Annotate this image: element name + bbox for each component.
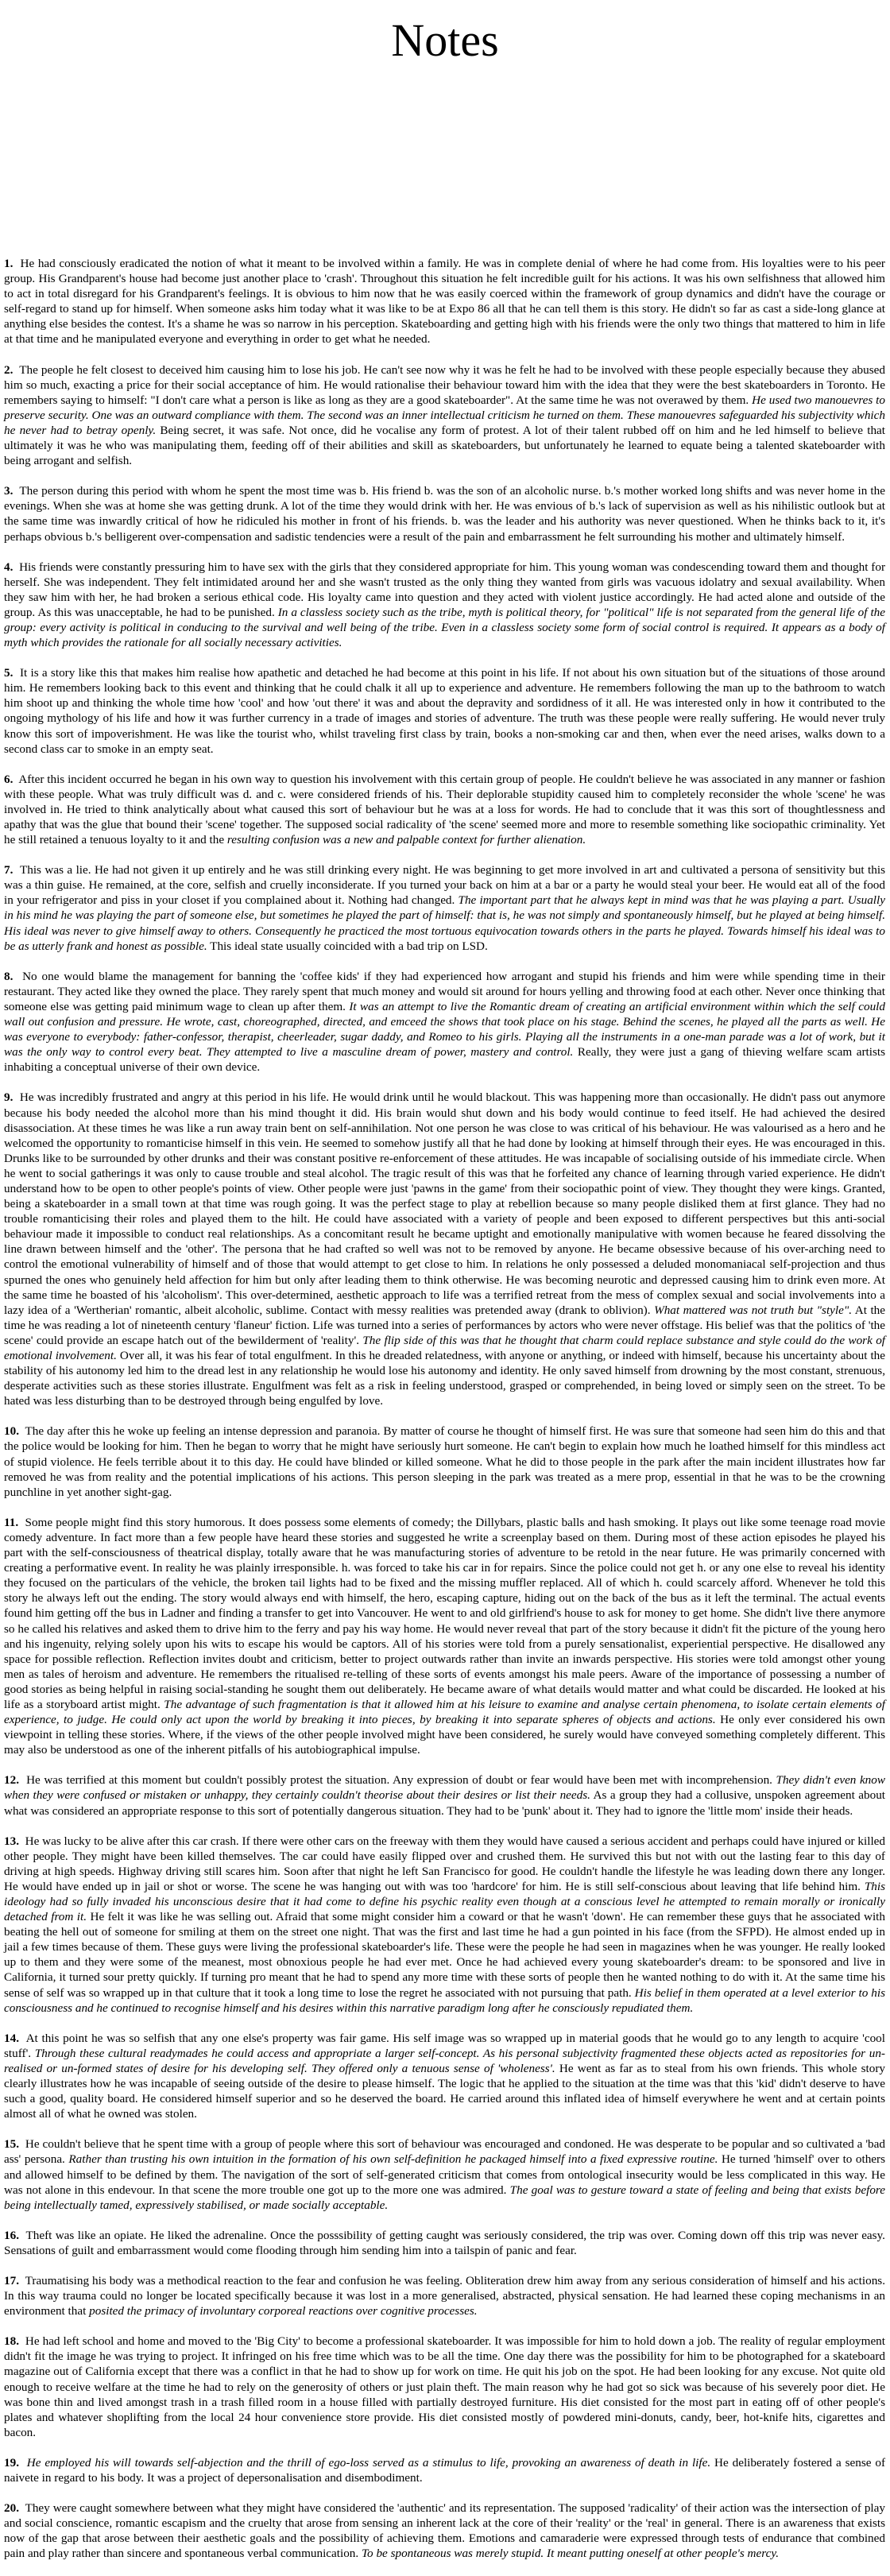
note-quote-italic: In a classless society such as the tribe, myth is political theory, for "political" life is not separated from the general life of the group: every activity is political in conducing to the survival and well being of the tribe. Even in a classless society some form of social control is required. It appears as a body of myth which provides the rationale for all socially necessary activities.	[4, 605, 885, 650]
note-number: 3.	[4, 484, 14, 498]
note-text: After this incident occurred he began in his own way to question his involvement with this certain group of people. He couldn't believe he was associated in any manner or fashion with these people. What was truly difficult was d. and c. were considered friends of his. Their deplorable stupidity caused him to completely reconsider the whole 'scene' he was involved in. He tried to think analytically about what caused this sort of behaviour but he was at a loss for words. He had to conclude that it was this sort of thoughtlessness and apathy that was the glue that bound their 'scene' together. The supposed social radicality of 'the scene' seemed more and more to resemble something like sociopathic criminality. Yet he still retained a tenuous loyalty to it and the	[4, 772, 885, 847]
note-text: He was terrified at this moment but couldn't possibly protest the situation. Any expression of doubt or fear would have been met with incomprehension.	[26, 1773, 776, 1788]
note-number: 13.	[4, 1834, 19, 1848]
note-quote-italic: The flip side of this was that he thought that charm could replace substance and style could do the work of emotional involvement.	[4, 1333, 886, 1362]
note-text: His friends were constantly pressuring him to have sex with the girls that they considered appropriate for him. This young woman was condescending toward them and thought for herself. She was independent. They felt intimidated around her and she wasn't trusted as the only thing they wanted from girls was vacuous idolatry and sexual availability. When they saw him with her, he had broken a serious ethical code. His loyalty came into question and they acted with violent justice accordingly. He had acted alone and outside of the group. As this was unacceptable, he had to be punished.	[4, 560, 885, 619]
note-text: He couldn't believe that he spent time with a group of people where this sort of behaviour was encouraged and condoned. He was desperate to be popular and so cultivated a 'bad ass' persona.	[4, 2137, 885, 2167]
note-quote-italic: The goal was to gesture toward a state of feeling and being that exists before being intellectually tamed, expressively stabilised, or made socially acceptable.	[4, 2183, 885, 2212]
note-number: 10.	[4, 1424, 19, 1439]
note-paragraph	[4, 862, 885, 954]
note-paragraph	[4, 483, 885, 544]
note-text: Really, they were just a gang of thieving welfare scam artists inhabiting a conceptual universe of their own device.	[4, 1045, 885, 1075]
note-quote-italic: His belief in them operated at a level exterior to his consciousness and he continued to recognise himself and his desires within this narrative paradigm long after he consciously repudiated them.	[4, 1985, 885, 2015]
note-quote-italic: Through these cultural readymades he could access and appropriate a larger self-concept. As his personal subjectivity fragmented these objects acted as repositories for un-realised or un-formed states of desire for his developing self. They offered only a tenuous sense of 'wholeness'.	[4, 2046, 885, 2075]
note-paragraph	[4, 256, 885, 347]
note-text: The day after this he woke up feeling an intense depression and paranoia. By matter of course he thought of himself first. He was sure that someone had seen him do this and that the police would be looking for him. Then he began to worry that he might have seriously hurt someone. He can't begin to explain how much he loathed himself for this mindless act of stupid violence. He feels terrible about it to this day. He could have blinded or killed someone. What he did to those people in the park after the main incident illustrates how far removed he was from reality and the potential implications of his actions. This person sleeping in the park was treated as a mere prop, essential in that he was to be the crowning punchline in yet another sight-gag.	[4, 1424, 885, 1499]
note-quote-italic: The advantage of such fragmentation is that it allowed him at his leisure to examine and analyse certain phenomena, to isolate certain elements of experience, to judge. He could only act upon the world by breaking it into pieces, by breaking it into separate spheres of objects and actions.	[4, 1697, 885, 1727]
note-text: This ideal state usually coincided with a bad trip on LSD.	[207, 939, 488, 953]
note-number: 4.	[4, 560, 14, 574]
note-text: This was a lie. He had not given it up entirely and he was still drinking every night. He was beginning to get more involved in art and cultivated a persona of sensitivity but this was a thin guise. He remained, at the core, selfish and cruelly inconsiderate. If you turned your back on him at a bar or a party he would steal your beer. He would eat all of the food in your refrigerator and piss in your closet if you complained about it. Nothing had changed.	[4, 863, 885, 908]
note-text: He was incredibly frustrated and angry at this period in his life. He would drink until he would blackout. This was happening more than occasionally. He didn't pass out anymore because his body needed the alcohol more than his mind thought it did. His brain would shut down and his body would continue to feed itself. He had achieved the desired disassociation. At these times he was like a run away train bent on self-annihilation. Not one person he was close to was critical of his behaviour. He was valourised as a hero and he welcomed the opportunity to romanticise himself in this vein. He seemed to somehow justify all that he had done by looking at himself through their eyes. He was encouraged in this. Drunks like to be surrounded by other drunks and their was constant positive re-enforcement of these attitudes. He was incapable of socialising outside of his immediate circle. When he went to social gatherings it was only to cause trouble and steal alcohol. The tragic result of this was that he forfeited any chance of learning through varied experience. He didn't understand how to be open to other people's points of view. Other people were just 'pawns in the game' from their sociopathic point of view. They thought they were kings. Granted, being a skateboarder in a small town at that time was rough going. It was the perfect stage to play at rebellion because so many people disliked them at first glance. They had no trouble romanticising their roles and played them to the hilt. He could have associated with a variety of people and been exposed to different perspectives but this anti-social behaviour made it impossible to conduct real relationships. As a concomitant result he became uptight and emotionally manipulative with women because he feared dissolving the line drawn between himself and the 'other'. The persona that he had crafted so well was not to be removed by anyone. He became obsessive because of his over-arching need to control the emotional vulnerability of himself and of those that would attempt to get close to him. In relations he only possessed a deluded monomaniacal self-projection and thus spurned the ones who genuinely held affection for him but only after leading them to think otherwise. He was becoming neurotic and depressed causing him to drink even more. At the same time he boasted of his 'alcoholism'. This over-determined, aesthetic approach to life was a terrified retreat from the mess of complex sexual and social involvements into a lazy idea of a 'Wertherian' romantic, albeit alcoholic, sublime. Contact with messy realities was pretended away (drank to oblivion).	[4, 1090, 885, 1317]
note-number: 19.	[4, 2455, 19, 2469]
note-quote-italic: What mattered was not truth but "style".	[654, 1303, 853, 1317]
note-quote-italic: He used two manouevres to preserve security. One was an outward compliance with them. The second was an inner intellectual criticism he turned on them. These manouevres safeguarded his subjectivity which he never had to betray openly.	[4, 393, 885, 437]
note-text: He was lucky to be alive after this car crash. If there were other cars on the freeway with them they would have caused a serious accident and perhaps could have injured or killed other people. They might have been killed themselves. The car could have easily flipped over and crushed them. He survived this but not with out the lasting fear to this day of driving at high speeds. Highway driving still scares him. Soon after that night he left San Francisco for good. He couldn't handle the lifestyle he was leading down there any longer. He would have ended up in jail or shot or worse. The scene he was hanging out with was too 'hardcore' for him. He is still self-conscious about leaving that life behind him.	[4, 1834, 886, 1893]
note-number: 8.	[4, 969, 14, 983]
note-text: At the time he was reading a lot of nineteenth century 'flaneur' fiction. Life was turned into a series of performances by actors who were never offstage. His belief was that the politics of 'the scene' could provide an escape hatch out of the bewilderment of 'reality'.	[4, 1303, 885, 1347]
note-quote-italic: To be spontaneous was merely stupid. It meant putting oneself at other people's mercy.	[362, 2547, 780, 2561]
note-text: The people he felt closest to deceived him causing him to lose his job. He can't see now why it was he felt he had to be involved with these people especially because they abused him so much, exacting a price for their social acceptance of him. He would rationalise their behaviour toward him with the idea that they were the best skateboarders in Toronto. He remembers saying to himself: "I don't care what a person is like as long as they are a good skateboarder". At the same time he was not overawed by them.	[4, 362, 885, 407]
note-text: Being secret, it was safe. Not once, did he vocalise any form of protest. A lot of their talent rubbed off on him and he led himself to believe that ultimately it was he who was manipulating them, feeding off of their abilities and skill as skateboarders, but unfortunately he learned to equate being a talented skateboarder with being arrogant and selfish.	[4, 423, 885, 468]
note-quote-italic: He employed his will towards self-abjection and the thrill of ego-loss served as a stimulus to life, provoking an awareness of death in life.	[26, 2455, 711, 2469]
note-number: 9.	[4, 1090, 14, 1105]
note-number: 16.	[4, 2228, 19, 2242]
note-text: He only ever considered his own viewpoint in telling these stories. Where, if the views of the other people involved might have been considered, he surely would have conveyed something completely different. This may also be understood as one of the inherent pitfalls of his autobiographical impulse.	[4, 1713, 885, 1757]
note-quote-italic: This ideology had so fully invaded his unconscious desire that it had come to define his psychic reality even though at a conscious level he attempted to remain morally or ironically detached from it.	[4, 1879, 885, 1924]
note-paragraph	[4, 772, 885, 847]
note-quote-italic: They didn't even know when they were confused or mistaken or unhappy, they certainly couldn't theorise about their desires or list their needs.	[4, 1773, 885, 1803]
note-paragraph	[4, 362, 885, 469]
note-text: As a group they had a collusive, unspoken agreement about what was considered an appropriate response to this sort of potentially dangerous situation. They had to be 'punk' about it. They had to ignore the 'little mom' inside their heads.	[4, 1788, 886, 1818]
note-number: 11.	[4, 1515, 19, 1529]
note-number: 2.	[4, 362, 14, 377]
note-text: Traumatising his body was a methodical reaction to the fear and confusion he was feeling. Obliteration drew him away from any serious consideration of himself and his actions. In this way trauma could no longer be located specifically because it was lost in a more generalised, abstracted, physical sensation. He had learned these coping mechanisms in an environment that	[4, 2273, 885, 2318]
note-text: He turned 'himself' over to others and allowed himself to be defined by them. The navigation of the sort of self-generated criticism that comes from ontological insecurity would be less complicated in this way. He was not alone in this endevour. In that scene the more trouble one got up to the more one was admired.	[4, 2152, 886, 2197]
note-paragraph	[4, 2455, 885, 2485]
note-paragraph	[4, 2031, 885, 2122]
note-text: Theft was like an opiate. He liked the adrenaline. Once the posssibility of getting caught was seriously considered, the trip was over. Coming down off this trip was never easy. Sensations of guilt and embarrassment would come flooding through him sending him into a tailspin of panic and fear.	[4, 2228, 885, 2257]
note-quote-italic: The important part that he always kept in mind was that he was playing a part. Usually in his mind he was playing the part of someone else, but sometimes he played the part of himself: that is, he was not simply and spontaneously himself, but he played at being himself. His ideal was never to give himself away to others. Consequently he practiced the most tortuous equivocation towards others in the parts he played. Towards himself his ideal was to be as utterly frank and honest as possible.	[4, 893, 885, 953]
note-paragraph	[4, 1834, 885, 2016]
notes-list	[0, 256, 890, 2561]
note-paragraph	[4, 2500, 885, 2561]
note-paragraph	[4, 560, 885, 651]
note-paragraph	[4, 2228, 885, 2258]
note-paragraph	[4, 2273, 885, 2318]
note-text: He went as far as to steal from his own friends. This whole story clearly illustrates how he was incapable of seeing outside of the desire to please himself. The logic that he applied to the situation at the time was that this 'kid' didn't deserve to have such a good, quality board. He considered himself superior and so he deserved the board. He carried around this inflated idea of himself everywhere he went and at certain points almost all of what he owned was stolen.	[4, 2061, 886, 2121]
note-text: He felt it was like he was selling out. Afraid that some might consider him a coward or that he wasn't 'down'. He can remember these guys that he associated with beating the hell out of someone for smiling at them on the street one night. That was the first and last time he had a gun pointed in his face (from the SFPD). He almost ended up in jail a few times because of them. These guys were living the professional skateboarder's life. These were the people he had seen in magazines when he was younger. He really looked up to them and they were some of the meanest, most obnoxious people he had ever met. Once he had achieved every young skateboarder's dream: to be sponsored and live in California, it turned sour pretty quickly. If turning pro meant that he had to spend any more time with these sorts of people then he wanted nothing to do with it. At the same time his sense of self was so wrapped up in that culture that it took a long time to lose the regret he associated with not pursuing that path.	[4, 1910, 885, 2000]
note-number: 1.	[4, 257, 14, 270]
page-title: Notes	[391, 14, 499, 66]
note-text: The person during this period with whom he spent the most time was b. His friend b. was the son of an alcoholic nurse. b.'s mother worked long shifts and was never home in the evenings. When she was at home she was getting drunk. A lot of the time they would drink with her. He was envious of b.'s lack of supervision as well as his nihilistic outlook but at the same time was inwardly critical of how he ridiculed his mother in front of his friends. b. was the leader and his authority was never questioned. When he thinks back to it, it's perhaps obvious b.'s belligerent over-compensation and sadistic tendencies were a result of the pain and embarrassment he felt surrounding his mother and ultimately himself.	[4, 484, 885, 544]
note-paragraph	[4, 1515, 885, 1758]
note-number: 15.	[4, 2137, 19, 2152]
note-text: It is a story like this that makes him realise how apathetic and detached he had become at this point in his life. If not about his own situation but of the situations of those around him. He remembers looking back to this event and thinking that he could chalk it all up to experience and adventure. He remembers following the man up to the bathroom to watch him shoot up and thinking the whole time how 'cool' and how 'out there' it was and about the depravity and sordidness of it all. He was interested only in how it contributed to the ongoing mythology of his life and how it was further currency in a trade of images and stories of adventure. The truth was these people were really suffering. He would never truly know this sort of impoverishment. He was like the tourist who, whilst traveling first class by train, books a non-smoking car and then, when ever the need arises, walks down to a second class car to smoke in an empty seat.	[4, 666, 885, 756]
note-quote-italic: Rather than trusting his own intuition in the formation of his own self-definition he packaged himself into a fixed expressive routine.	[68, 2152, 718, 2167]
note-number: 17.	[4, 2273, 19, 2287]
note-paragraph	[4, 969, 885, 1075]
note-text: He had consciously eradicated the notion of what it meant to be involved within a family. He was in complete denial of where he had come from. His loyalties were to his peer group. His Grandparent's house had become just another place to 'crash'. Throughout this situation he felt incredible guilt for his actions. It was his own selfishness that allowed him to act in total disregard for his Grandparent's feelings. It is obvious to him now that he was easily coerced within the framework of group dynamics and didn't have the courage or self-regard to stand up for himself. When someone asks him today what it was like to be at Expo 86 all that he can tell them is this story. He didn't so far as cast a side-long glance at anything else besides the contest. It's a shame he was so narrow in his perception. Skateboarding and getting high with his friends were the only two things that mattered to him in life at that time and he manipulated everyone and everything in order to get what he needed.	[4, 257, 885, 347]
note-paragraph	[4, 1090, 885, 1408]
note-paragraph	[4, 2136, 885, 2212]
note-quote-italic: resulting confusion was a new and palpable context for further alienation.	[226, 833, 586, 847]
note-text: At this point he was so selfish that any one else's property was fair game. His self image was so wrapped up in material goods that he would go to any length to acquire 'cool stuff'.	[4, 2031, 885, 2060]
note-text: He deliberately fostered a sense of naivete in regard to his body. It was a project of depersonalisation and disembodiment.	[4, 2455, 886, 2485]
note-number: 5.	[4, 666, 14, 680]
note-number: 20.	[4, 2501, 19, 2516]
note-quote-italic: It was an attempt to live the Romantic dream of creating an artificial environment within which the self could wall out confusion and pressure. He wrote, cast, choreographed, directed, and emceed the shows that took place on his stage. Behind the scenes, he played all the parts as well. He was everyone to everybody: father-confessor, therapist, cheerleader, sugar daddy, and Romeo to his girls. Playing all the instruments in a one-man parade was a lot of work, but it was the only way to control every beat. They attempted to live a masculine dream of power, mastery and control.	[4, 999, 885, 1059]
note-paragraph	[4, 1424, 885, 1499]
note-paragraph	[4, 1772, 885, 1818]
note-number: 12.	[4, 1773, 19, 1788]
note-number: 18.	[4, 2334, 19, 2349]
note-text: He had left school and home and moved to the 'Big City' to become a professional skateboarder. It was impossible for him to hold down a job. The reality of regular employment didn't fit the image he was trying to project. It infringed on his free time which was to be all the time. One day there was the possibility for him to be photographed for a skateboard magazine out of California except that there was a conflict in that he had to show up for work on time. He quit his job on the spot. He had been looking for any excuse. Not quite old enough to receive welfare at the time he had to rely on the generosity of others or just plain theft. The main reason why he had got so sick was because of his severely poor diet. He was bone thin and lived amongst trash in a trash filled room in a house filled with partially destroyed furniture. His diet consisted for the most part in eating off of other people's plates and whatever shoplifting from the local 24 hour convenience store provide. His diet consisted mostly of powdered mini-donuts, candy, beer, hot-knife hits, cigarettes and bacon.	[4, 2334, 885, 2439]
note-paragraph	[4, 665, 885, 757]
note-paragraph	[4, 2334, 885, 2440]
note-text: Some people might find this story humorous. It does possess some elements of comedy; the Dillybars, plastic balls and hash smoking. It plays out like some teenage road movie comedy adventure. In fact more than a few people have heard these stories and suggested he write a screenplay based on them. During most of these action episodes he played his part with the self-consciousness of theatrical display, totally aware that he was manufacturing stories of adventure to be retold in the near future. He was primarily concerned with creating a performative event. In reality he was plainly irresponsible. h. was forced to take his car in for repairs. Since the police could not get h. or any one else to reveal his identity they focused on the particulars of the vehicle, the broken tail lights had to be fixed and the missing muffler replaced. All of which h. could scarcely afford. Whenever he told this story he always left out the ending. The story would always end with himself, the hero, escaping capture, hiding out on the back of the bus as it left the terminal. The actual events found him getting off the bus in Ladner and finding a transfer to get into Vancouver. He went to and old girlfriend's house to ask for money to get home. She didn't live there anymore so he called his relatives and asked them to drive him to the ferry and pay his way home. He would never reveal that part of the story because it didn't fit the picture of the young hero and his ingenuity, relying solely upon his wits to escape his would be captors. All of his stories were told from a purely sensationalist, experiential perspective. He disallowed any space for possible reflection. Reflection invites doubt and criticism, better to project outwards rather than invite an inwards perspective. His stories were told amongst other young men as tales of heroism and adventure. He remembers the ritualised re-telling of these sorts of events amongst his male peers. Aware of the importance of possessing a number of good stories as being helpful in raising social-standing he sought them out deliberately. He became aware of what details would matter and what could be discarded. He looked at his life as a storyboard artist might.	[4, 1515, 885, 1711]
note-quote-italic: posited the primacy of involuntary corporeal reactions over cognitive processes.	[89, 2304, 478, 2318]
note-number: 14.	[4, 2031, 19, 2045]
note-text: No one would blame the management for banning the 'coffee kids' if they had experienced how arrogant and stupid his friends and him were while spending time in their restaurant. They acted like they owned the place. They rarely spent that much money and would sit around for hours yelling and throwing food at each other. Never once thinking that someone else was getting paid minimum wage to clean up after them.	[4, 969, 885, 1013]
note-text: They were caught somewhere between what they might have considered the 'authentic' and its representation. The supposed 'radicality' of their action was the intersection of play and social conscience, romantic escapism and the cruelty that arose from sensing an inherent lack at the core of their 'reality' or the 'real' in general. There is an awareness that exists now of the gap that arose between their aesthetic goals and the possibility of achieving them. Emotions and camaraderie were expressed through tests of endurance that combined pain and play rather than sincere and spontaneous verbal communication.	[4, 2501, 885, 2561]
note-number: 6.	[4, 772, 14, 786]
note-text: Over all, it was his fear of total engulfment. In this he dreaded relatedness, with anyone or anything, or indeed with himself, because his uncertainty about the stability of his autonomy led him to the dread lest in any relationship he would lose his autonomy and identity. He only saved himself from drowning by the most constant, strenuous, desperate activities such as these stories illustrate. Engulfment was felt as a risk in feeling understood, grasped or comprehended, in being loved or simply seen on the street. To be hated was less disturbing than to be destroyed through being engulfed by love.	[4, 1349, 885, 1408]
note-number: 7.	[4, 863, 14, 877]
